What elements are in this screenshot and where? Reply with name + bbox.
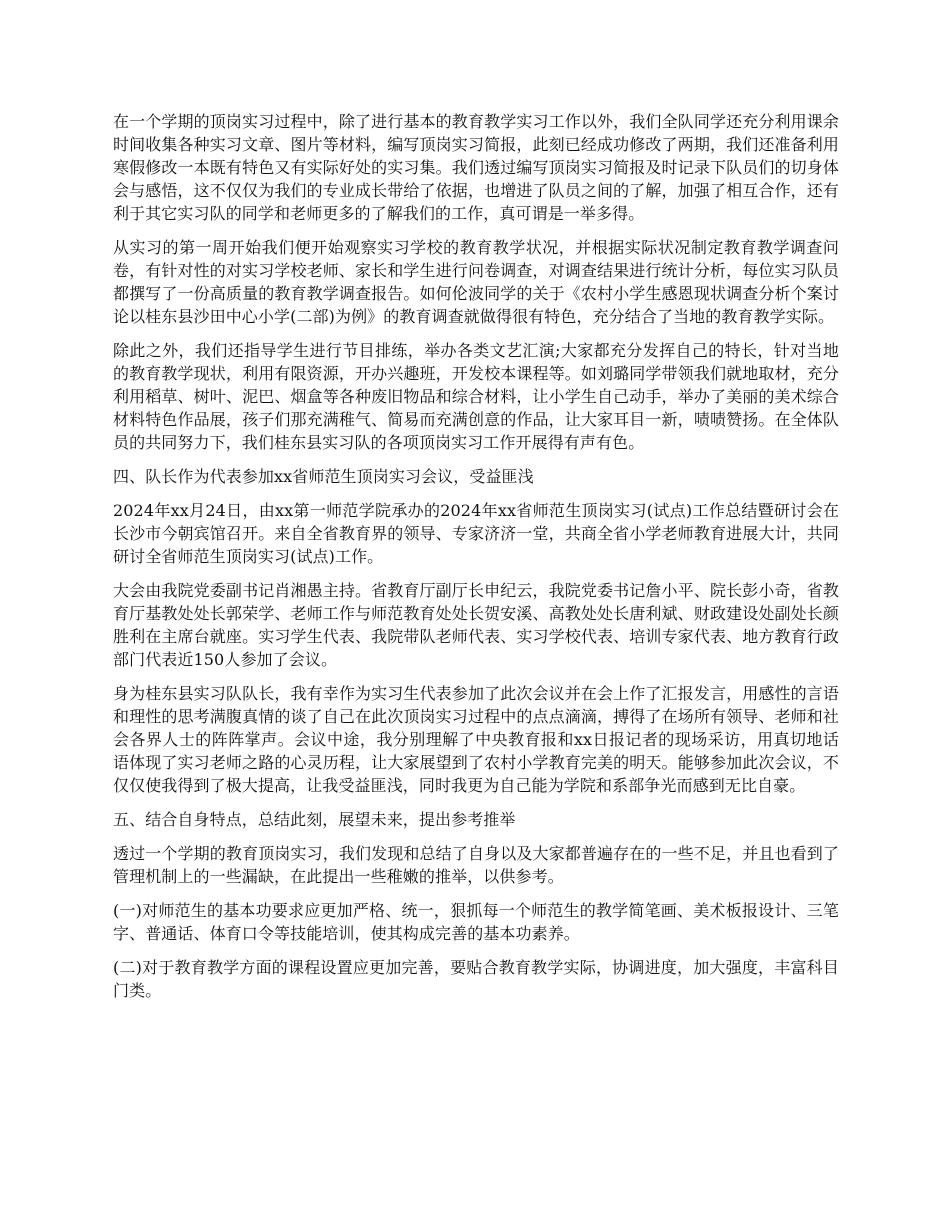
- document-page: [113, 110, 839, 1013]
- paragraph-extracurricular: 除此之外，我们还指导学生进行节目排练，举办各类文艺汇演;大家都充分发挥自己的特长，针对当地的教育教学现状，利用有限资源，开办兴趣班，开发校本课程等。如刘璐同学带领我们就地取材，充分利用稻草、树叶、泥巴、烟盒等各种废旧物品和综合材料，让小学生自己动手，举办了美丽的美术综合材料特色作品展，孩子们那充满稚气、简易而充满创意的作品，让大家耳目一新，啧啧赞扬。在全体队员的共同努力下，我们桂东县实习队的各项顶岗实习工作开展得有声有色。: [113, 341, 839, 452]
- section-heading-five: 五、结合自身特点，总结此刻，展望未来，提出参考推举: [113, 810, 516, 829]
- paragraph-captain-speech: 身为桂东县实习队队长，我有幸作为实习生代表参加了此次会议并在会上作了汇报发言，用感性的言语和理性的思考满腹真情的谈了自己在此次顶岗实习过程中的点点滴滴，搏得了在场所有领导、老师和社会各界人士的阵阵掌声。会议中途，我分别理解了中央教育报和xx日报记者的现场采访，用真切地话语体现了实习老师之路的心灵历程，让大家展望到了农村小学教育完美的明天。能够参加此次会议，不仅仅使我得到了极大提高，让我受益匪浅，同时我更为自己能为学院和系部争光而感到无比自豪。: [113, 684, 839, 795]
- paragraph-conference-intro: 2024年xx月24日，由xx第一师范学院承办的2024年xx省师范生顶岗实习(试点)工作总结暨研讨会在长沙市今朝宾馆召开。来自全省教育界的领导、专家济济一堂，共商全省小学老师教育进展大计，共同研讨全省师范生顶岗实习(试点)工作。: [113, 501, 839, 566]
- paragraph-practice-briefing: 在一个学期的顶岗实习过程中，除了进行基本的教育教学实习工作以外，我们全队同学还充分利用课余时间收集各种实习文章、图片等材料，编写顶岗实习简报，此刻已经成功修改了两期，我们还准备利用寒假修改一本既有特色又有实际好处的实习集。我们透过编写顶岗实习简报及时记录下队员们的切身体会与感悟，这不仅仅为我们的专业成长带给了依据，也增进了队员之间的了解，加强了相互合作，还有利于其它实习队的同学和老师更多的了解我们的工作，真可谓是一举多得。: [113, 112, 839, 223]
- paragraph-suggestions-intro: 透过一个学期的教育顶岗实习，我们发现和总结了自身以及大家都普遍存在的一些不足，并且也看到了管理机制上的一些漏缺，在此提出一些稚嫩的推举，以供参考。: [113, 844, 839, 886]
- paragraph-suggestion-one: (一)对师范生的基本功要求应更加严格、统一，狠抓每一个师范生的教学简笔画、美术板报设计、三笔字、普通话、体育口令等技能培训，使其构成完善的基本功素养。: [113, 901, 839, 943]
- paragraph-suggestion-two: (二)对于教育教学方面的课程设置应更加完善，要贴合教育教学实际，协调进度，加大强度，丰富科目门类。: [113, 958, 839, 1000]
- paragraph-teaching-survey: 从实习的第一周开始我们便开始观察实习学校的教育教学状况，并根据实际状况制定教育教学调查问卷，有针对性的对实习学校老师、家长和学生进行问卷调查，对调查结果进行统计分析，每位实习队员都撰写了一份高质量的教育教学调查报告。如何伦波同学的关于《农村小学生感恩现状调查分析个案讨论以桂东县沙田中心小学(二部)为例》的教育调查就做得很有特色，充分结合了当地的教育教学实际。: [113, 238, 839, 326]
- paragraph-conference-attendees: 大会由我院党委副书记肖湘愚主持。省教育厅副厅长申纪云，我院党委书记詹小平、院长彭小奇，省教育厅基教处处长郭荣学、老师工作与师范教育处处长贺安溪、高教处处长唐利斌、财政建设处副处长颜胜利在主席台就座。实习学生代表、我院带队老师代表、实习学校代表、培训专家代表、地方教育行政部门代表近150人参加了会议。: [113, 581, 839, 669]
- section-heading-four: 四、队长作为代表参加xx省师范生顶岗实习会议，受益匪浅: [113, 467, 534, 486]
